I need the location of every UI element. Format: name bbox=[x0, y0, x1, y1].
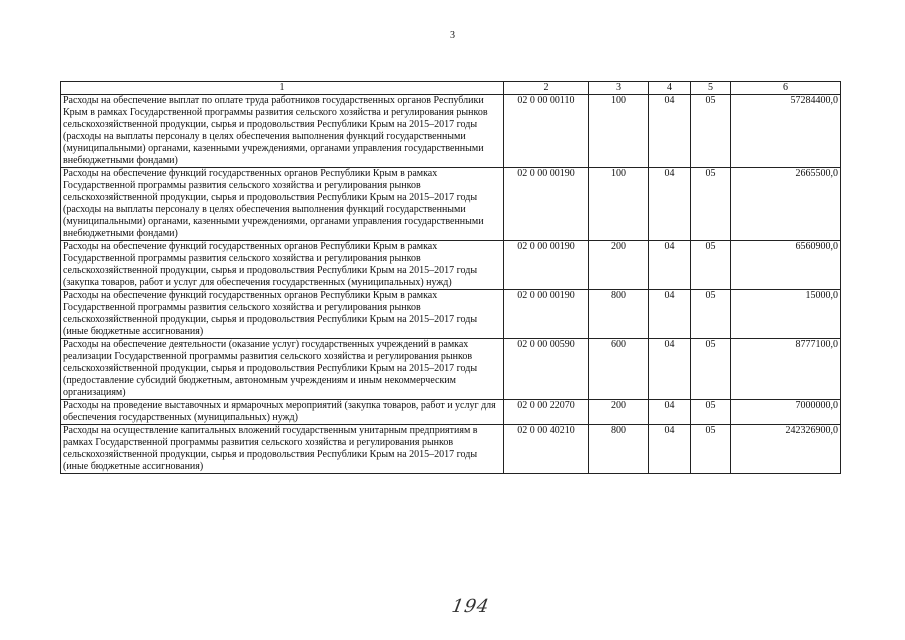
row-target-code: 02 0 00 00190 bbox=[504, 290, 589, 339]
row-section: 04 bbox=[649, 95, 691, 168]
row-target-code: 02 0 00 00190 bbox=[504, 241, 589, 290]
table-row bbox=[61, 168, 841, 241]
table-header bbox=[61, 82, 841, 95]
row-target-code: 02 0 00 00590 bbox=[504, 339, 589, 400]
row-section: 04 bbox=[649, 290, 691, 339]
table-row bbox=[61, 425, 841, 474]
row-expense-type: 600 bbox=[589, 339, 649, 400]
column-header-section: 4 bbox=[649, 82, 691, 95]
row-description: Расходы на обеспечение функций государственных органов Республики Крым в рамках Государственной программы развития сельского хозяйства и регулирования рынков сельскохозяйственной продукции, сырья и продовольствия Республики Крым на 2015–2017 годы (закупка товаров, работ и услуг для обеспечения государственных (муниципальных) нужд) bbox=[61, 241, 504, 290]
row-amount: 2665500,0 bbox=[731, 168, 841, 241]
row-subsection: 05 bbox=[691, 95, 731, 168]
row-amount: 57284400,0 bbox=[731, 95, 841, 168]
table-row bbox=[61, 95, 841, 168]
table-row bbox=[61, 290, 841, 339]
table-body bbox=[61, 95, 841, 474]
row-amount: 6560900,0 bbox=[731, 241, 841, 290]
row-description: Расходы на обеспечение функций государственных органов Республики Крым в рамках Государственной программы развития сельского хозяйства и регулирования рынков сельскохозяйственной продукции, сырья и продовольствия Республики Крым на 2015–2017 годы (иные бюджетные ассигнования) bbox=[61, 290, 504, 339]
row-target-code: 02 0 00 22070 bbox=[504, 400, 589, 425]
row-description: Расходы на проведение выставочных и ярмарочных мероприятий (закупка товаров, работ и услуг для обеспечения государственных (муниципальных) нужд) bbox=[61, 400, 504, 425]
row-target-code: 02 0 00 40210 bbox=[504, 425, 589, 474]
row-section: 04 bbox=[649, 241, 691, 290]
page-number: 3 bbox=[450, 30, 455, 41]
row-expense-type: 100 bbox=[589, 95, 649, 168]
column-header-amount: 6 bbox=[731, 82, 841, 95]
row-target-code: 02 0 00 00110 bbox=[504, 95, 589, 168]
row-subsection: 05 bbox=[691, 425, 731, 474]
row-target-code: 02 0 00 00190 bbox=[504, 168, 589, 241]
row-expense-type: 800 bbox=[589, 290, 649, 339]
column-header-description: 1 bbox=[61, 82, 504, 95]
row-subsection: 05 bbox=[691, 290, 731, 339]
row-amount: 8777100,0 bbox=[731, 339, 841, 400]
handwritten-page-note: 194 bbox=[450, 596, 492, 617]
row-description: Расходы на обеспечение деятельности (оказание услуг) государственных учреждений в рамках реализации Государственной программы развития сельского хозяйства и регулирования рынков сельскохозяйственной продукции, сырья и продовольствия Республики Крым на 2015–2017 годы (предоставление субсидий бюджетным, автономным учреждениям и иным некоммерческим организациям) bbox=[61, 339, 504, 400]
row-description: Расходы на обеспечение выплат по оплате труда работников государственных органов Республики Крым в рамках Государственной программы развития сельского хозяйства и регулирования рынков сельскохозяйственной продукции, сырья и продовольствия Республики Крым на 2015–2017 годы (расходы на выплаты персоналу в целях обеспечения выполнения функций государственными (муниципальными) органами, казенными учреждениями, органами управления государственными внебюджетными фондами) bbox=[61, 95, 504, 168]
row-subsection: 05 bbox=[691, 241, 731, 290]
row-section: 04 bbox=[649, 425, 691, 474]
column-header-expense-type: 3 bbox=[589, 82, 649, 95]
row-amount: 242326900,0 bbox=[731, 425, 841, 474]
row-subsection: 05 bbox=[691, 400, 731, 425]
budget-table bbox=[60, 81, 841, 474]
table-row bbox=[61, 241, 841, 290]
row-description: Расходы на осуществление капитальных вложений государственным унитарным предприятиям в рамках Государственной программы развития сельского хозяйства и регулирования рынков сельскохозяйственной продукции, сырья и продовольствия Республики Крым на 2015–2017 годы (иные бюджетные ассигнования) bbox=[61, 425, 504, 474]
row-expense-type: 800 bbox=[589, 425, 649, 474]
table-row bbox=[61, 339, 841, 400]
row-subsection: 05 bbox=[691, 339, 731, 400]
row-description: Расходы на обеспечение функций государственных органов Республики Крым в рамках Государственной программы развития сельского хозяйства и регулирования рынков сельскохозяйственной продукции, сырья и продовольствия Республики Крым на 2015–2017 годы (расходы на выплаты персоналу в целях обеспечения выполнения функций государственными (муниципальными) органами, казенными учреждениями, органами управления государственными внебюджетными фондами) bbox=[61, 168, 504, 241]
row-amount: 7000000,0 bbox=[731, 400, 841, 425]
row-section: 04 bbox=[649, 400, 691, 425]
row-amount: 15000,0 bbox=[731, 290, 841, 339]
row-subsection: 05 bbox=[691, 168, 731, 241]
header-row bbox=[61, 82, 841, 95]
row-expense-type: 200 bbox=[589, 241, 649, 290]
column-header-subsection: 5 bbox=[691, 82, 731, 95]
row-section: 04 bbox=[649, 168, 691, 241]
row-expense-type: 200 bbox=[589, 400, 649, 425]
table-row bbox=[61, 400, 841, 425]
row-section: 04 bbox=[649, 339, 691, 400]
column-header-target-code: 2 bbox=[504, 82, 589, 95]
row-expense-type: 100 bbox=[589, 168, 649, 241]
